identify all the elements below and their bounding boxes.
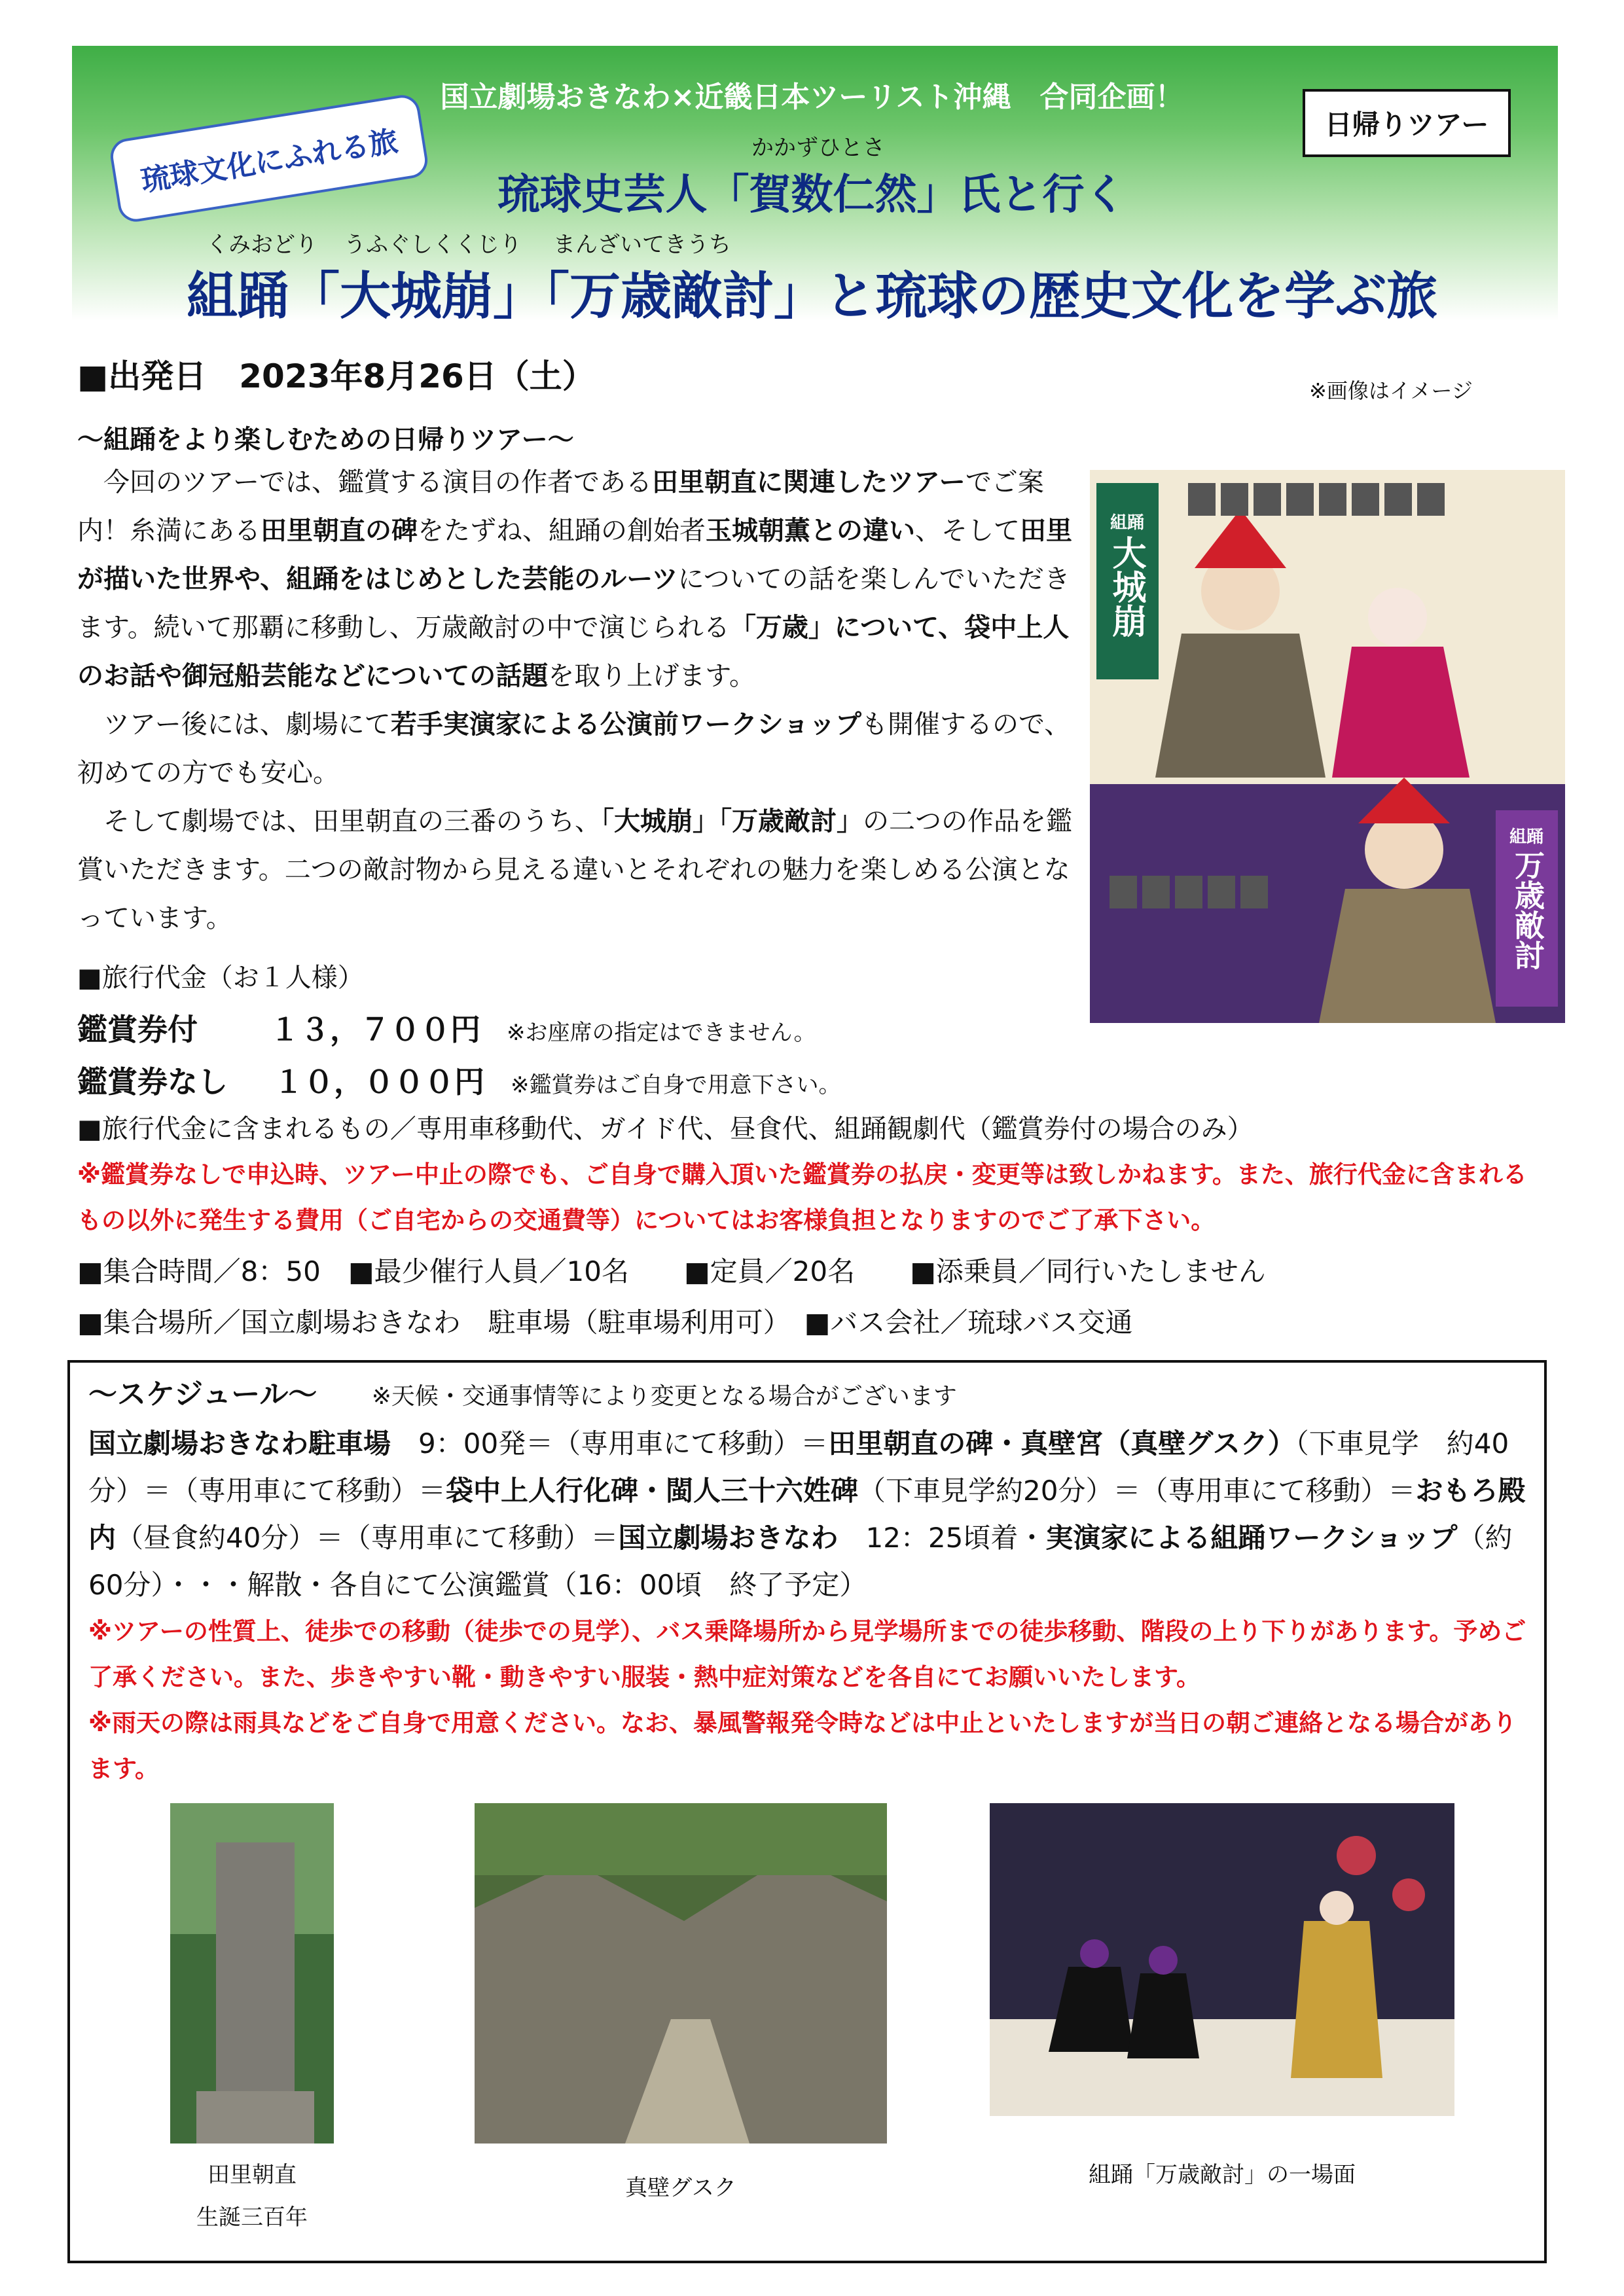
fee-row-without-ticket bbox=[77, 1058, 841, 1102]
schedule-note-walking: ※ツアーの性質上、徒歩での移動（徒歩での見学）、バス乗降場所から見学場所までの徒歩移動、階段の上り下りがあります。予めご了承ください。また、歩きやすい靴・動きやすい服装・熱中症対策などを各自にてお願いいたします。 bbox=[88, 1617, 1526, 1691]
makabe-gusuku-photo bbox=[475, 1803, 887, 2144]
schedule-heading-note: ※天候・交通事情等により変更となる場合がございます bbox=[371, 1383, 957, 1410]
schedule-note-rain: ※雨天の際は雨具などをご自身で用意ください。なお、暴風警報発令時などは中止といたしますが当日の朝ご連絡となる場合があります。 bbox=[88, 1709, 1517, 1783]
schedule-text bbox=[88, 1371, 1535, 1792]
schedule-heading-line bbox=[88, 1371, 1535, 1420]
manzai-scene-photo bbox=[990, 1803, 1454, 2116]
intro-text bbox=[77, 458, 1079, 942]
day-tour-badge: 日帰りツアー bbox=[1303, 89, 1511, 157]
schedule-heading: ～スケジュール～ bbox=[88, 1378, 317, 1411]
co-organizer-title: 国立劇場おきなわ×近畿日本ツーリスト沖縄 合同企画！ bbox=[440, 81, 1184, 114]
poster-title-1: 大城崩 bbox=[1106, 535, 1146, 637]
fee-amount: １０，０００円 bbox=[274, 1064, 484, 1100]
fee-note: ※お座席の指定はできません。 bbox=[507, 1020, 816, 1046]
ruby-kakazu: かかずひとさ bbox=[751, 135, 885, 161]
poster-title-2: 万歳敵討 bbox=[1510, 850, 1545, 970]
fee-includes: ■旅行代金に含まれるもの／専用車移動代、ガイド代、昼食代、組踊観劇代（鑑賞券付の場合のみ） bbox=[77, 1114, 1254, 1144]
fee-heading: ■旅行代金（お１人様） bbox=[77, 963, 364, 993]
caption-tasato-2: 生誕三百年 bbox=[196, 2204, 308, 2231]
ryukyu-culture-sticker: 琉球文化にふれる旅 bbox=[108, 92, 430, 224]
tasato-monument-photo bbox=[170, 1803, 334, 2144]
caption-manzai: 組踊「万歳敵討」の一場面 bbox=[1089, 2162, 1356, 2188]
ruby-manzai: まんざいてきうち bbox=[553, 232, 731, 258]
intro-paragraph-3: そして劇場では、田里朝直の三番のうち、「大城崩」「万歳敵討」の二つの作品を鑑賞いただきます。二つの敵討物から見える違いとそれぞれの魅力を楽しめる公演となっています。 bbox=[77, 806, 1072, 933]
intro-paragraph-1: 今回のツアーでは、鑑賞する演目の作者である田里朝直に関連したツアーでご案内！糸満にある田里朝直の碑をたずね、組踊の創始者玉城朝薫との違い、そして田里が描いた世界や、組踊をはじめとした芸能のルーツについての話を楽しんでいただきます。続いて那覇に移動し、万歳敵討の中で演じられる「万歳」について、袋中上人のお話や御冠船芸能などについての話題を取り上げます。 bbox=[77, 467, 1072, 691]
schedule-itinerary: 国立劇場おきなわ駐車場 9：00発＝（専用車にて移動）＝田里朝直の碑・真壁宮（真壁グスク）（下車見学 約40分）＝（専用車にて移動）＝袋中上人行化碑・閩人三十六姓碑（下車見学約20分）＝（専用車にて移動）＝おもろ殿内（昼食約40分）＝（専用車にて移動）＝国立劇場おきなわ 12：25頃着・実演家による組踊ワークショップ（約60分）・・・解散・各自にて公演鑑賞（16：00頃 終了予定） bbox=[88, 1427, 1526, 1601]
fee-label: 鑑賞券付 bbox=[77, 1012, 198, 1047]
ruby-kumiodori: くみおどり bbox=[206, 232, 317, 258]
fee-label: 鑑賞券なし bbox=[77, 1064, 228, 1100]
departure-date: ■出発日 2023年8月26日（土） bbox=[77, 357, 595, 395]
poster-label-2: 組踊 bbox=[1509, 827, 1543, 847]
ruby-ufugushiku: うふぐしくくじり bbox=[344, 232, 522, 258]
caption-tasato-1: 田里朝直 bbox=[208, 2162, 297, 2188]
meeting-info: ■集合時間／8：50 ■最少催行人員／10名 ■定員／20名 ■添乗員／同行いたしません bbox=[77, 1255, 1266, 1287]
caption-makabe: 真壁グスク bbox=[625, 2175, 736, 2201]
sub-title: 琉球史芸人「賀数仁然」氏と行く bbox=[497, 171, 1127, 219]
intro-paragraph-2: ツアー後には、劇場にて若手実演家による公演前ワークショップも開催するので、初めての方でも安心。 bbox=[77, 709, 1071, 788]
fee-amount: １３，７００円 bbox=[270, 1012, 480, 1047]
intro-heading: ～組踊をより楽しむための日帰りツアー～ bbox=[77, 425, 574, 455]
fee-note: ※鑑賞券はご自身で用意下さい。 bbox=[511, 1072, 841, 1098]
poster-label-1: 組踊 bbox=[1110, 513, 1144, 533]
image-note: ※画像はイメージ bbox=[1309, 378, 1473, 403]
meeting-place-info: ■集合場所／国立劇場おきなわ 駐車場（駐車場利用可） ■バス会社／琉球バス交通 bbox=[77, 1306, 1133, 1338]
fee-row-with-ticket bbox=[77, 1006, 816, 1049]
fee-warning: ※鑑賞券なしで申込時、ツアー中止の際でも、ご自身で購入頂いた鑑賞券の払戻・変更等は致しかねます。また、旅行代金に含まれるもの以外に発生する費用（ご自宅からの交通費等）についてはお客様負担となりますのでご了承下さい。 bbox=[77, 1160, 1527, 1234]
main-title: 組踊「大城崩」「万歳敵討」と琉球の歴史文化を学ぶ旅 bbox=[186, 267, 1437, 326]
performance-poster bbox=[1090, 470, 1565, 1023]
